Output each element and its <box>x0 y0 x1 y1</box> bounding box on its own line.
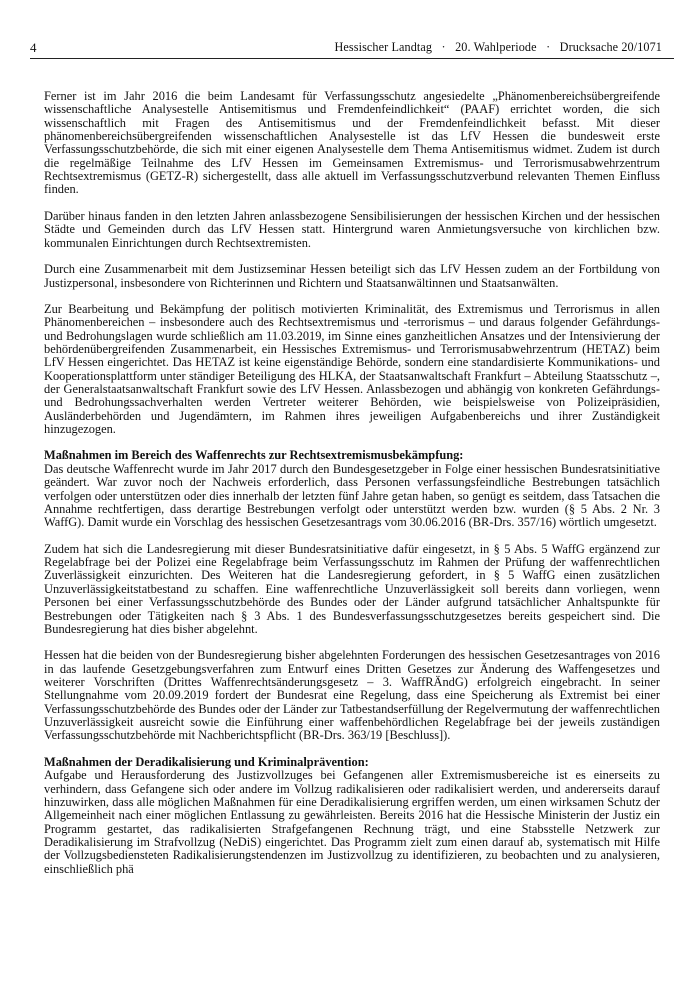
paragraph-hetaz: Zur Bearbeitung und Bekämpfung der politisch motivierten Kriminalität, des Extremismus und Terrorismus in allen Phänomenbereichen – insbesondere auch des Rechtsextremismus und -terrorismus – und daraus folgender Gefährdungs- und Bedrohungslagen wurde schließlich am 11.03.2019, im Sinne eines ganzheitlichen Ansatzes und der Intensivierung der behördenübergreifenden Zusammenarbeit, ein Hessisches Extremismus- und Terrorismusabwehrzentrum (HETAZ) beim LfV Hessen eingerichtet. Das HETAZ ist keine eigenständige Behörde, sondern eine standardisierte Kommunikations- und Kooperationsplattform unter ständiger Beteiligung des HLKA, der Staatsanwaltschaft Frankfurt – Abteilung Staatsschutz –, der Generalstaatsanwaltschaft Frankfurt sowie des LfV Hessen. Anlassbezogen und abhängig von konkreten Gefährdungs- und Bedrohungssachverhalten werden Vertreter weiterer Behörden, wie beispielsweise von Polizeipräsidien, Ausländerbehörden und Jugendämtern, im Rahmen ihres jeweiligen Aufgabenbereichs und ihrer Zuständigkeit hinzugezogen. <box>44 302 660 437</box>
header-info: Hessischer Landtag · 20. Wahlperiode · Drucksache 20/1071 <box>334 40 662 54</box>
page-header <box>30 38 674 59</box>
heading-waffenrecht: Maßnahmen im Bereich des Waffenrechts zur Rechtsextremismusbekämpfung: <box>44 448 464 463</box>
paragraph-waffenrecht-1: Das deutsche Waffenrecht wurde im Jahr 2017 durch den Bundesgesetzgeber in Folge einer hessischen Bundesratsinitiative geändert. War zuvor noch der Nachweis erforderlich, dass Personen verfassungsfeindliche Bestrebungen tatsächlich verfolgen oder unterstützen oder dies innerhalb der letzten fünf Jahre getan haben, so genügt es seitdem, dass Tatsachen die Annahme rechtfertigen, dass derartige Bestrebungen verfolgt oder unterstützt werden bzw. wurden (§ 5 Abs. 2 Nr. 3 WaffG). Damit wurde ein Vorschlag des hessischen Gesetzesantrags vom 30.06.2016 (BR-Drs. 357/16) wörtlich umgesetzt. <box>44 461 660 530</box>
paragraph-waffenrecht-2: Zudem hat sich die Landesregierung mit dieser Bundesratsinitiative dafür eingesetzt, in § 5 Abs. 5 WaffG ergänzend zur Regelabfrage bei der Polizei eine Regelabfrage beim Verfassungsschutz im Rahmen der Prüfung der waffenrechtlichen Zuverlässigkeit einzurichten. Des Weiteren hat die Landesregierung gefordert, in § 5 WaffG einen zusätzlichen Unzuverlässigkeitstatbestand zu schaffen. Eine waffenrechtliche Unzuverlässigkeit soll bereits dann vorliegen, wenn Personen bei einer Verfassungsschutzbehörde des Bundes oder der Länder aufgrund tatsächlicher Anhaltspunkte für Bestrebungen oder Tätigkeiten nach § 3 Abs. 1 des Bundesverfassungsschutzgesetzes bereits gespeichert sind. Die Bundesregierung hat dies bisher abgelehnt. <box>44 541 660 636</box>
paragraph-sensibilisierung: Darüber hinaus fanden in den letzten Jahren anlassbezogene Sensibilisierungen der hessischen Kirchen und der hessischen Städte und Gemeinden durch das LfV Hessen statt. Hintergrund waren Anmietungsversuche von kirchlichen bzw. kommunalen Einrichtungen durch Rechtsextremisten. <box>44 208 660 250</box>
document-body <box>44 90 660 876</box>
paragraph-justizseminar: Durch eine Zusammenarbeit mit dem Justizseminar Hessen beteiligt sich das LfV Hessen zudem an der Fortbildung von Justizpersonal, insbesondere von Richterinnen und Richtern und Staatsanwältinnen und Staatsanwälten. <box>44 262 660 290</box>
heading-deradikalisierung: Maßnahmen der Deradikalisierung und Kriminalprävention: <box>44 754 369 769</box>
paragraph-paaf: Ferner ist im Jahr 2016 die beim Landesamt für Verfassungsschutz angesiedelte „Phänomenbereichsübergreifende wissenschaftliche Analysestelle Antisemitismus und Fremdenfeindlichkeit“ (PAAF) errichtet worden, die sich wissenschaftlich mit Fragen des Antisemitismus und der Fremdenfeindlichkeit befasst. Mit dieser phänomenbereichsübergreifenden wissenschaftlichen Analysestelle ist das LfV Hessen die bundesweit erste Verfassungsschutzbehörde, die sich mit einer eigenen Analysestelle dem Thema Antisemitismus widmet. Zudem ist durch die regelmäßige Teilnahme des LfV Hessen im Gemeinsamen Extremismus- und Terrorismusabwehrzentrum Rechtsextremismus (GETZ-R) sichergestellt, dass alle aktuell im Verfassungsschutzverbund relevanten Themen Einfluss finden. <box>44 89 660 197</box>
document-page <box>30 38 674 876</box>
page-number: 4 <box>30 40 37 55</box>
paragraph-waffenrecht-3: Hessen hat die beiden von der Bundesregierung bisher abgelehnten Forderungen des hessischen Gesetzesantrages von 2016 in das laufende Gesetzgebungsverfahren zum Entwurf eines Dritten Gesetzes zur Änderung des Waffengesetzes und weiterer Vorschriften (Drittes Waffenrechtsänderungsgesetz – 3. WaffRÄndG) erfolgreich eingebracht. In seiner Stellungnahme vom 20.09.2019 fordert der Bundesrat eine Regelung, dass eine Speicherung als Extremist bei einer Verfassungsschutzbehörde des Bundes oder der Länder zur Tatbestandserfüllung der Regelvermutung der waffenrechtlichen Unzuverlässigkeit ausreicht sowie die Einführung einer waffenbehördlichen Regelabfrage bei der jeweils zuständigen Verfassungsschutzbehörde mit Nachberichtspflicht (BR-Drs. 363/19 [Beschluss]). <box>44 648 660 743</box>
paragraph-deradikalisierung-1: Aufgabe und Herausforderung des Justizvollzuges bei Gefangenen aller Extremismusbereiche ist es einerseits zu verhindern, dass Gefangene sich oder andere im Vollzug radikalisieren oder radikalisiert werden, und andererseits darauf hinzuwirken, dass alle möglichen Maßnahmen für eine Deradikalisierung ergriffen werden, um einen wirksamen Schutz der Allgemeinheit nach einer möglichen Entlassung zu gewährleisten. Bereits 2016 hat die Hessische Ministerin der Justiz ein Programm gestartet, das radikalisierten Strafgefangenen Rechnung trägt, und eine Stabsstelle Netzwerk zur Deradikalisierung im Strafvollzug (NeDiS) eingerichtet. Das Programm zielt zum einen darauf ab, systematisch mit Hilfe der Vollzugsbediensteten Radikalisierungstendenzen im Justizvollzug zu identifizieren, zu beobachten und zu analysieren, einschließlich phä <box>44 768 660 876</box>
